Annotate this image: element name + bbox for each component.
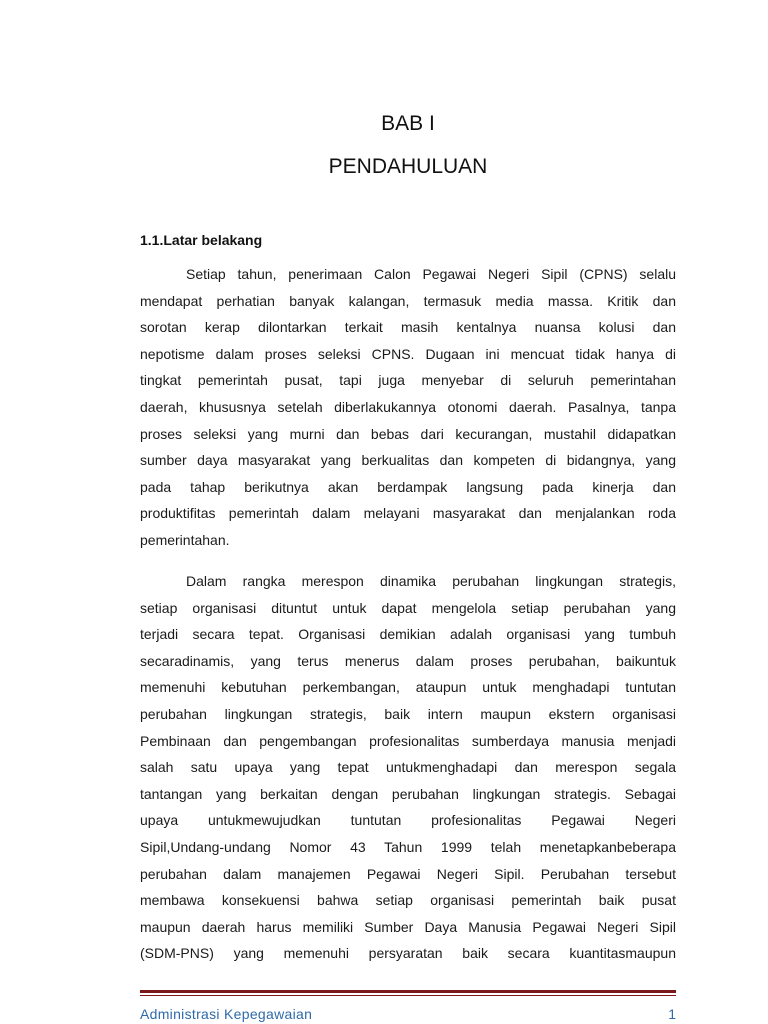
paragraph-line: mendapat perhatian banyak kalangan, termasuk media massa. Kritik dan [140,292,676,309]
paragraph-line: Sipil,Undang-undang Nomor 43 Tahun 1999 telah menetapkanbeberapa [140,838,676,855]
section-heading: 1.1.Latar belakang [140,232,263,248]
paragraph-line: sumber daya masyarakat yang berkualitas dan kompeten di bidangnya, yang [140,452,676,469]
paragraph-line: memenuhi kebutuhan perkembangan, ataupun untuk menghadapi tuntutan [140,679,676,696]
paragraph-line: (SDM-PNS) yang memenuhi persyaratan baik secara kuantitasmaupun [140,945,676,962]
paragraph-line: maupun daerah harus memiliki Sumber Daya Manusia Pegawai Negeri Sipil [140,918,676,935]
footer-title: Administrasi Kepegawaian [140,1006,313,1022]
paragraph-line: pemerintahan. [140,531,230,548]
chapter-number: BAB I [381,112,435,135]
paragraph-line: Setiap tahun, penerimaan Calon Pegawai Negeri Sipil (CPNS) selalu [186,266,676,282]
paragraph-line: produktifitas pemerintah dalam melayani masyarakat dan menjalankan roda [140,505,676,522]
paragraph-line: Dalam rangka merespon dinamika perubahan lingkungan strategis, [186,573,676,589]
paragraph-line: upaya untukmewujudkan tuntutan profesionalitas Pegawai Negeri [140,812,676,829]
paragraph-2 [140,568,676,967]
paragraph-1 [140,261,676,554]
paragraph-line: nepotisme dalam proses seleksi CPNS. Dugaan ini mencuat tidak hanya di [140,345,676,362]
paragraph-line: tingkat pemerintah pusat, tapi juga menyebar di seluruh pemerintahan [140,372,676,389]
paragraph-line: tantangan yang berkaitan dengan perubahan lingkungan strategis. Sebagai [140,785,676,802]
paragraph-line: sorotan kerap dilontarkan terkait masih kentalnya nuansa kolusi dan [140,319,676,336]
paragraph-line: perubahan lingkungan strategis, baik intern maupun ekstern organisasi [140,705,676,722]
paragraph-line: daerah, khususnya setelah diberlakukannya otonomi daerah. Pasalnya, tanpa [140,398,676,415]
paragraph-line: membawa konsekuensi bahwa setiap organisasi pemerintah baik pusat [140,892,676,909]
page-number: 1 [668,1006,676,1022]
paragraph-line: Pembinaan dan pengembangan profesionalitas sumberdaya manusia menjadi [140,732,676,749]
footer-divider-thin [140,995,676,996]
paragraph-line: perubahan dalam manajemen Pegawai Negeri Sipil. Perubahan tersebut [140,865,676,882]
footer-divider-thick [140,990,676,993]
paragraph-line: terjadi secara tepat. Organisasi demikian adalah organisasi yang tumbuh [140,626,676,643]
paragraph-line: secaradinamis, yang terus menerus dalam proses perubahan, baikuntuk [140,652,676,669]
paragraph-line: pada tahap berikutnya akan berdampak langsung pada kinerja dan [140,478,676,495]
paragraph-line: salah satu upaya yang tepat untukmenghadapi dan merespon segala [140,759,676,776]
chapter-title: PENDAHULUAN [328,155,488,178]
paragraph-line: proses seleksi yang murni dan bebas dari kecurangan, mustahil didapatkan [140,425,676,442]
paragraph-line: setiap organisasi dituntut untuk dapat mengelola setiap perubahan yang [140,599,676,616]
